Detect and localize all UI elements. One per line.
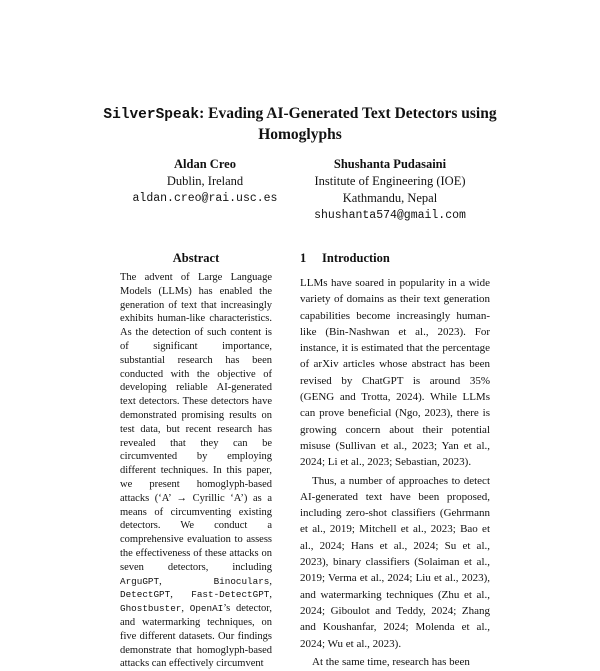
detector-name: Binoculars <box>213 575 270 587</box>
detector-name: ArguGPT <box>120 575 160 587</box>
detector-name: OpenAI <box>189 603 224 615</box>
author-block-1 <box>115 156 295 207</box>
title-text: : Evading AI-Generated Text Detectors using Homoglyphs <box>199 105 497 143</box>
introduction-body <box>300 275 490 670</box>
paragraph: LLMs have soared in popularity in a wide variety of domains as their text generation capabilities become increasingly human-like (Bin-Nashwan et al., 2023). For instance, it is estimated that the percentage of arXiv articles whose abstract has been revised by ChatGPT is around 35% (GENG and Trotta, 2024). While LLMs can prove beneficial (Ngo, 2023), there is growing concern about their potential misuse (Sullivan et al., 2023; Yan et al., 2024; Li et al., 2023; Sebastian, 2023). <box>300 277 490 469</box>
paper-title <box>80 104 520 144</box>
author-name: Aldan Creo <box>174 157 236 171</box>
detector-name: Fast-DetectGPT <box>191 589 270 601</box>
abstract-text-part-1: The advent of Large Language Models (LLMs) has enabled the generation of text that increasingly exhibits human-like characteristics. As the detection of such content is of significant importance, substantial research has been conducted with the objective of developing reliable AI-generated text detectors. These detectors have demonstrated promising results on test data, but recent research has revealed that they can be circumvented by employing different techniques. In this paper, we present homoglyph-based attacks (‘A’ → Cyrillic ‘А’) as a means of circumventing existing detectors. We conduct a comprehensive evaluation to assess the effectiveness of these attacks on seven detectors, including <box>120 272 272 573</box>
paragraph: Thus, a number of approaches to detect AI-generated text have been proposed, including zero-shot classifiers (Gehrmann et al., 2019; Mitchell et al., 2023; Bao et al., 2024; Hans et al., 2024; Su et al., 2023), binary classifiers (Solaiman et al., 2019; Verma et al., 2024; Liu et al., 2023), and watermarking techniques (Zhu et al., 2024; Giboulot and Teddy, 2024; Zhang and Koushanfar, 2024; Molenda et al., 2024; Wu et al., 2023). <box>300 474 490 650</box>
abstract-body: The advent of Large Language Models (LLMs) has enabled the generation of text that increasingly exhibits human-like characteristics. As the detection of such content is of significant importance, substantial research has been conducted with the objective of developing reliable AI-generated text detectors. These detectors have demonstrated promising results on test data, but recent research has revealed that they can be circumvented by employing different techniques. In this paper, we present homoglyph-based attacks (‘A’ → Cyrillic ‘А’) as a means of circumventing existing detectors. We conduct a comprehensive evaluation to assess the effectiveness of these attacks on seven detectors, including ArguGPT, Binoculars, DetectGPT, Fast-DetectGPT, Ghostbuster, OpenAI’s detector, and watermarking techniques, on five different datasets. Our findings demonstrate that homoglyph-based attacks can effectively circumvent <box>120 272 272 670</box>
author-block-2 <box>295 156 485 224</box>
paragraph: At the same time, research has been <box>312 655 470 668</box>
abstract-heading: Abstract <box>172 251 220 265</box>
detector-name: DetectGPT <box>120 589 171 601</box>
author-affiliation: Dublin, Ireland <box>166 174 244 188</box>
author-location: Kathmandu, Nepal <box>342 191 438 205</box>
title-system-name: SilverSpeak <box>103 107 200 123</box>
detector-name: Ghostbuster <box>120 603 182 615</box>
author-affiliation: Institute of Engineering (IOE) <box>314 174 466 188</box>
section-title: Introduction <box>322 251 390 265</box>
author-email: aldan.creo@rai.usc.es <box>132 192 278 205</box>
abstract-text-part-2: ’s detector, and watermarking techniques, on five different datasets. Our findings demonstrate that homoglyph-based attacks can effectively circumvent <box>120 603 272 670</box>
section-heading-introduction <box>300 251 490 266</box>
author-name: Shushanta Pudasaini <box>333 157 447 171</box>
author-email: shushanta574@gmail.com <box>314 209 466 222</box>
section-number: 1 <box>300 251 307 265</box>
